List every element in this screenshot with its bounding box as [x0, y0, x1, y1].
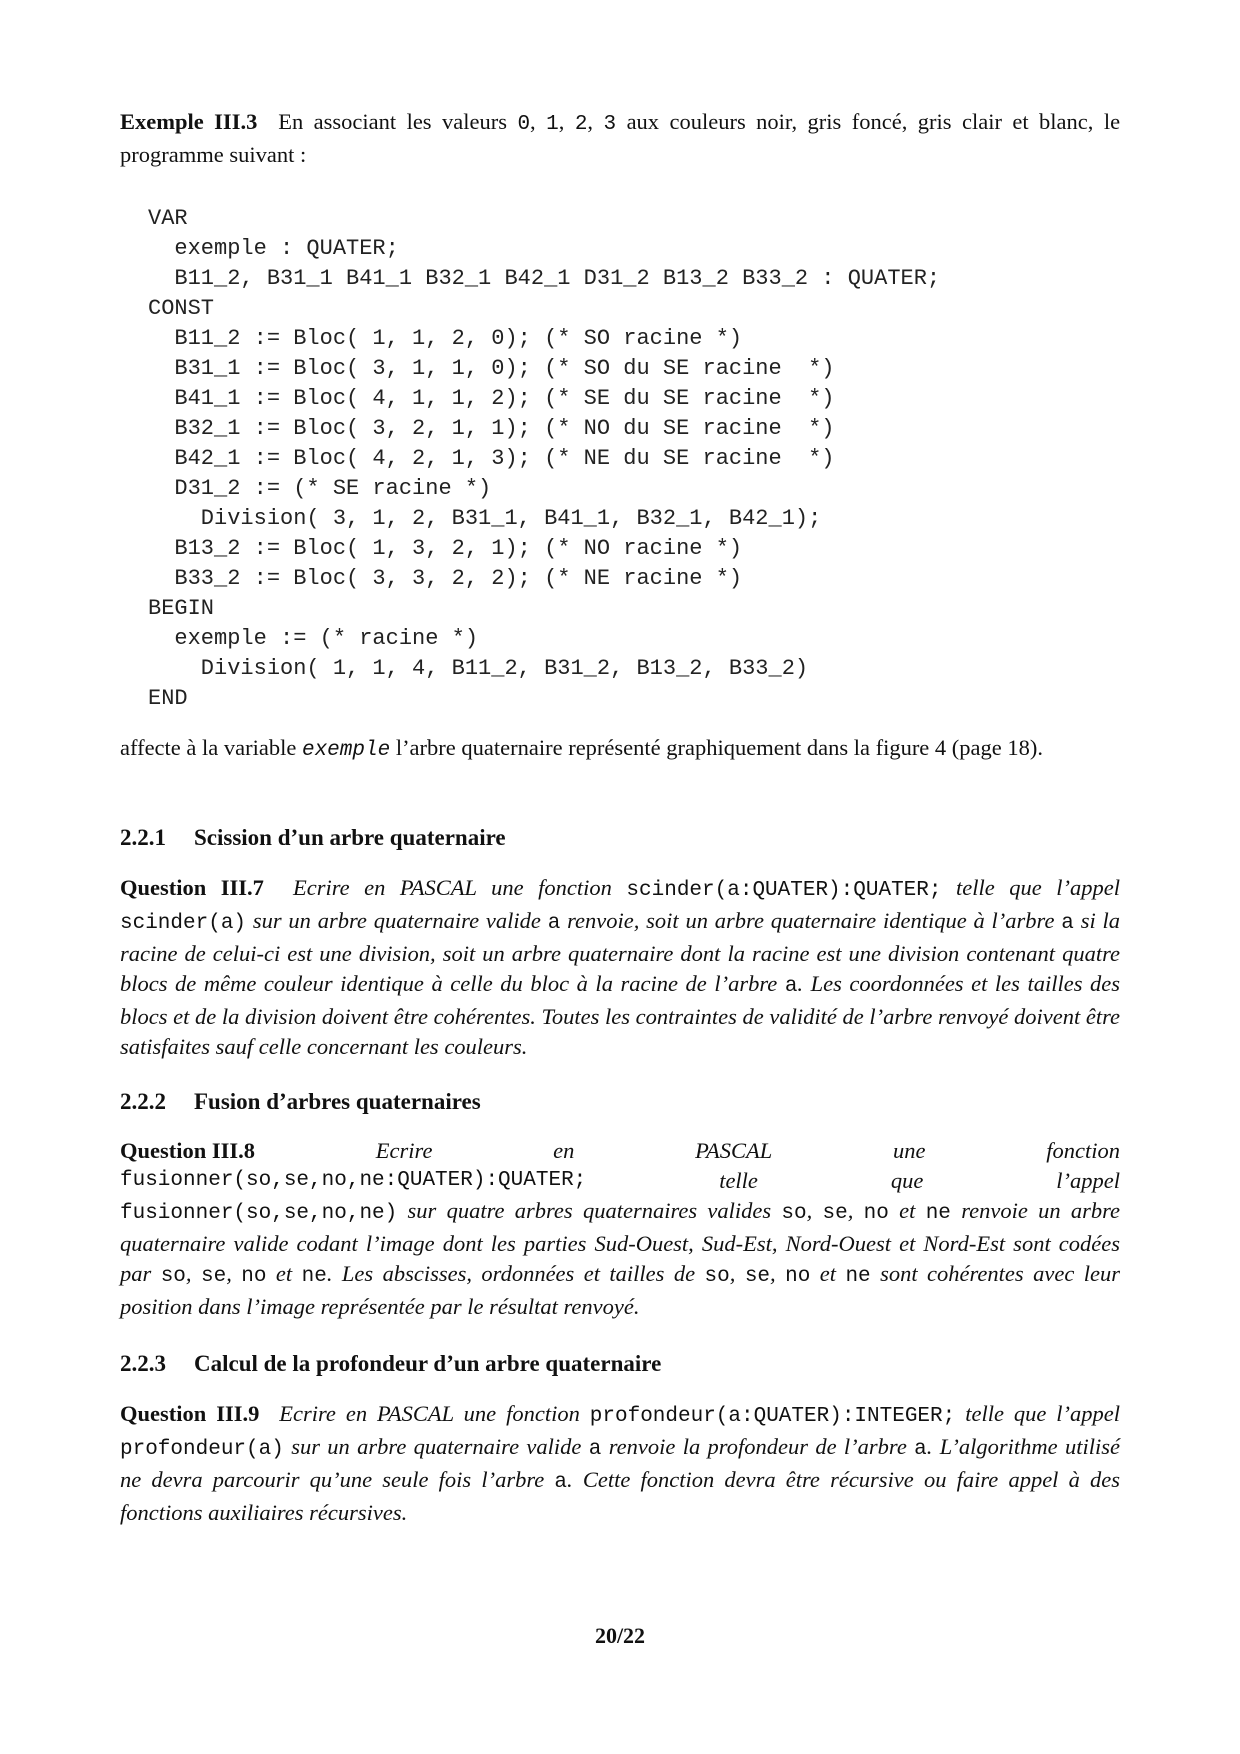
q8-word: Ecrire	[375, 1138, 433, 1163]
section-title: Calcul de la profondeur d’un arbre quaternaire	[194, 1351, 662, 1376]
after-code-text-2: l’arbre quaternaire représenté graphiquement dans la figure 4 (page 18).	[395, 735, 1044, 760]
q9-text-1: Ecrire en PASCAL une fonction	[279, 1401, 580, 1426]
code-call: profondeur(a)	[120, 1438, 284, 1461]
code-line: Division( 3, 1, 2, B31_1, B41_1, B32_1, B42_1);	[148, 506, 822, 531]
code-line: END	[148, 686, 188, 711]
q8-text-2: renvoie un arbre quaternaire valide codant l’image dont les parties Sud-Ouest, Sud-Est, Nord-Ouest et Nord-Est sont codées par	[120, 1198, 1121, 1286]
code-line: B31_1 := Bloc( 3, 1, 1, 0); (* SO du SE racine *)	[148, 356, 835, 381]
code-line: CONST	[148, 296, 215, 321]
q8-text-3: . Les abscisses, ordonnées et tailles de	[326, 1261, 696, 1286]
code-var: se	[822, 1202, 848, 1225]
q8-body: fusionner(so,se,no,ne) sur quatre arbres quaternaires valides so, se, no et ne renvoie un arbre quaternaire valide codant l’image dont les parties Sud-Ouest, Sud-Est, Nord-Ouest et Nord-Est sont codées par so, se, no et ne. Les abscisses, ordonnées et tailles de so, se, no et ne sont cohérentes avec leur position dans l’image représentée par le résultat renvoyé.	[120, 1198, 1121, 1319]
code-signature: scinder(a:QUATER):QUATER;	[626, 879, 942, 902]
example-intro-text: En associant les valeurs	[278, 109, 507, 134]
question-iii-9	[120, 1399, 1120, 1528]
code-var: se	[200, 1265, 227, 1288]
section-heading-2-2-3	[120, 1349, 661, 1379]
q9-text-6: . Cette fonction devra être récursive ou faire appel à des fonctions auxiliaires récursives.	[120, 1467, 1120, 1525]
value-3: 3	[603, 113, 617, 136]
code-var: a	[547, 912, 561, 935]
code-line: BEGIN	[148, 596, 215, 621]
q8-word: en	[553, 1138, 575, 1163]
variable-exemple: exemple	[301, 739, 391, 762]
q9-text-2: telle que l’appel	[965, 1401, 1121, 1426]
code-var: se	[744, 1265, 771, 1288]
q8-word: telle	[719, 1168, 758, 1193]
section-title: Fusion d’arbres quaternaires	[194, 1089, 481, 1114]
code-var: ne	[925, 1202, 951, 1225]
section-number: 2.2.2	[120, 1089, 166, 1114]
q8-and: et	[819, 1261, 836, 1286]
after-code-text: affecte à la variable	[120, 735, 297, 760]
q8-word: PASCAL	[695, 1138, 773, 1163]
code-var: no	[863, 1202, 889, 1225]
section-number: 2.2.3	[120, 1351, 166, 1376]
code-signature: profondeur(a:QUATER):INTEGER;	[589, 1405, 956, 1428]
section-heading-2-2-1	[120, 823, 506, 853]
q9-text-4: renvoie la profondeur de l’arbre	[608, 1434, 907, 1459]
q8-text-4: sont cohérentes avec leur position dans l’image représentée par le résultat renvoyé.	[120, 1261, 1120, 1319]
value-2: 2	[574, 113, 588, 136]
code-var: ne	[301, 1265, 327, 1288]
value-0: 0	[517, 113, 531, 136]
question-label: Question III.7	[120, 875, 264, 900]
code-line: B11_2 := Bloc( 1, 1, 2, 0); (* SO racine *)	[148, 326, 743, 351]
example-label: Exemple III.3	[120, 109, 258, 134]
section-number: 2.2.1	[120, 825, 166, 850]
example-paragraph: Exemple III.3 En associant les valeurs 0, 1, 2, 3 aux couleurs noir, gris foncé, gris clair et blanc, le programme suivant :	[120, 109, 1121, 167]
question-label: Question III.8	[120, 1138, 256, 1163]
code-var: a	[554, 1471, 568, 1494]
code-line: B13_2 := Bloc( 1, 3, 2, 1); (* NO racine *)	[148, 536, 743, 561]
q8-and: et	[275, 1261, 293, 1286]
section-heading-2-2-2	[120, 1087, 481, 1117]
q8-and: et	[899, 1198, 916, 1223]
q7-text-1: Ecrire en PASCAL une fonction	[292, 875, 612, 900]
after-code-paragraph	[120, 733, 1120, 766]
code-signature: fusionner(so,se,no,ne:QUATER):QUATER;	[120, 1169, 587, 1192]
code-var: so	[781, 1202, 807, 1225]
code-line: D31_2 := (* SE racine *)	[148, 476, 492, 501]
code-var: a	[914, 1438, 927, 1461]
code-line: exemple := (* racine *)	[148, 626, 479, 651]
code-var: so	[160, 1265, 186, 1288]
q7-text-3: sur un arbre quaternaire valide	[252, 908, 541, 933]
code-call: scinder(a)	[120, 912, 247, 935]
q8-word: que	[890, 1168, 924, 1193]
value-1: 1	[546, 113, 559, 136]
q8-word: fonction	[1046, 1138, 1120, 1163]
q9-text-3: sur un arbre quaternaire valide	[291, 1434, 582, 1459]
code-line: B32_1 := Bloc( 3, 2, 1, 1); (* NO du SE racine *)	[148, 416, 835, 441]
code-line: B33_2 := Bloc( 3, 3, 2, 2); (* NE racine *)	[148, 566, 743, 591]
question-label: Question III.9	[120, 1401, 260, 1426]
example-intro-text-2: aux couleurs noir, gris foncé, gris clair et blanc, le programme suivant :	[120, 109, 1121, 167]
q7-text-4: renvoie, soit un arbre quaternaire identique à l’arbre	[567, 908, 1055, 933]
code-var: a	[784, 975, 798, 998]
code-line: exemple : QUATER;	[148, 236, 399, 261]
q9-text-5: . L’algorithme utilisé ne devra parcourir qu’une seule fois l’arbre	[120, 1434, 1121, 1492]
q7-text-2: telle que l’appel	[956, 875, 1121, 900]
code-line: Division( 1, 1, 4, B11_2, B31_2, B13_2, B33_2)	[148, 656, 809, 681]
code-var: a	[1061, 912, 1074, 935]
page-number: 20/22	[594, 1623, 646, 1648]
code-var: a	[588, 1438, 602, 1461]
code-var: so	[704, 1265, 730, 1288]
code-var: no	[785, 1265, 811, 1288]
q8-line-1	[120, 1136, 1120, 1166]
q7-text-6: . Les coordonnées et les tailles des blocs et de la division doivent être cohérentes. Toutes les contraintes de validité de l’arbre renvoyé doivent être satisfaites sauf celle concernant les couleurs.	[120, 971, 1121, 1059]
code-line: B41_1 := Bloc( 4, 1, 1, 2); (* SE du SE racine *)	[148, 386, 835, 411]
pascal-code-listing	[148, 204, 940, 714]
q8-word: une	[893, 1138, 926, 1163]
code-line: B42_1 := Bloc( 4, 2, 1, 3); (* NE du SE racine *)	[148, 446, 835, 471]
code-var: ne	[845, 1265, 871, 1288]
question-iii-8	[120, 1136, 1120, 1322]
code-line: B11_2, B31_1 B41_1 B32_1 B42_1 D31_2 B13_2 B33_2 : QUATER;	[148, 266, 941, 291]
q8-word: l’appel	[1056, 1168, 1120, 1193]
code-line: VAR	[148, 206, 188, 231]
code-call: fusionner(so,se,no,ne)	[120, 1202, 398, 1225]
question-iii-7	[120, 873, 1120, 1062]
code-var: no	[241, 1265, 267, 1288]
q7-text-5: si la racine de celui-ci est une division, soit un arbre quaternaire dont la racine est une division contenant quatre blocs de même couleur identique à celle du bloc à la racine de l’arbre	[120, 908, 1121, 996]
q8-line-2	[120, 1166, 1120, 1196]
q8-text-1: sur quatre arbres quaternaires valides	[407, 1198, 772, 1223]
section-title: Scission d’un arbre quaternaire	[194, 825, 506, 850]
